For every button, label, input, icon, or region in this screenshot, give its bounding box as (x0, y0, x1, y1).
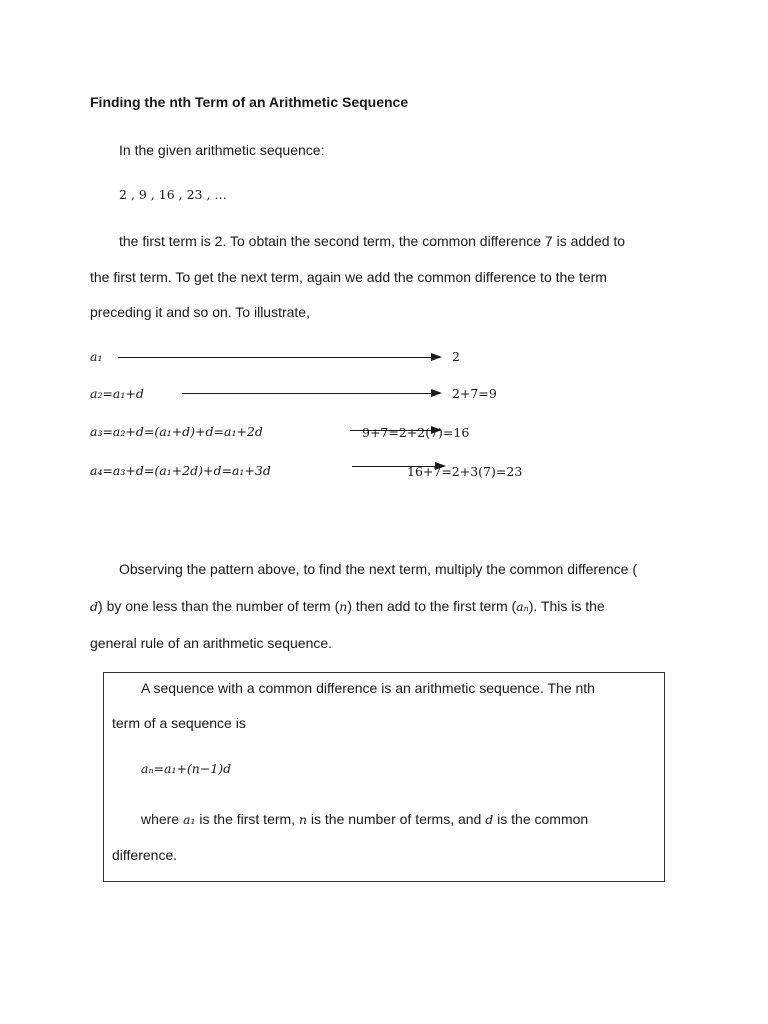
paragraph-1-line-3: preceding it and so on. To illustrate, (90, 304, 310, 320)
illustration-row-1-left: a₁ (90, 349, 103, 364)
illustration-row-3-right: 9+7=2+2(7)=16 (362, 425, 470, 440)
illustration-row-2-right: 2+7=9 (452, 386, 497, 401)
symbol-d: d (90, 599, 99, 614)
where-text-a: where (141, 811, 184, 827)
paragraph-2-text-d: ) then add to the first term ( (347, 598, 517, 614)
arrow-row-2 (182, 393, 440, 394)
paragraph-2-text-f: ). This is the (528, 598, 605, 614)
paragraph-2-line-3: general rule of an arithmetic sequence. (90, 635, 333, 651)
paragraph-2-line-2 (90, 596, 605, 617)
arrow-row-1 (118, 357, 440, 358)
intro-text: In the given arithmetic sequence: (119, 142, 325, 158)
sequence-text: 2 , 9 , 16 , 23 , … (119, 187, 227, 202)
symbol-a-1: a₁ (183, 812, 196, 827)
illustration-row-4-right: 16+7=2+3(7)=23 (407, 464, 523, 479)
definition-last-line: difference. (112, 847, 178, 863)
definition-line-2: term of a sequence is (112, 715, 246, 731)
illustration-row-1-right: 2 (452, 349, 460, 364)
nth-term-formula: aₙ=a₁+(n−1)d (141, 761, 232, 776)
paragraph-1-line-2: the first term. To get the next term, again we add the common difference to the term (90, 269, 607, 285)
where-text-c: is the first term, (195, 811, 299, 827)
page-title: Finding the nth Term of an Arithmetic Sequence (90, 94, 409, 110)
paragraph-2-line-1: Observing the pattern above, to find the next term, multiply the common difference ( (119, 561, 638, 577)
symbol-a-n: aₙ (516, 599, 529, 614)
symbol-n-box: n (298, 812, 308, 827)
paragraph-2-text-b: ) by one less than the number of term ( (98, 598, 340, 614)
definition-line-1: A sequence with a common difference is an arithmetic sequence. The nth (141, 680, 595, 696)
where-text-g: is the common (493, 811, 589, 827)
illustration-row-2-left: a₂=a₁+d (90, 386, 144, 401)
symbol-n: n (339, 599, 348, 614)
illustration-row-3-left: a₃=a₂+d=(a₁+d)+d=a₁+2d (90, 424, 263, 439)
where-text-e: is the number of terms, and (307, 811, 486, 827)
illustration-row-4-left: a₄=a₃+d=(a₁+2d)+d=a₁+3d (90, 463, 271, 478)
symbol-d-box: d (485, 812, 494, 827)
definition-box (103, 672, 665, 882)
paragraph-1-line-1: the first term is 2. To obtain the second term, the common difference 7 is added to (119, 233, 626, 249)
definition-where-line (141, 809, 588, 830)
